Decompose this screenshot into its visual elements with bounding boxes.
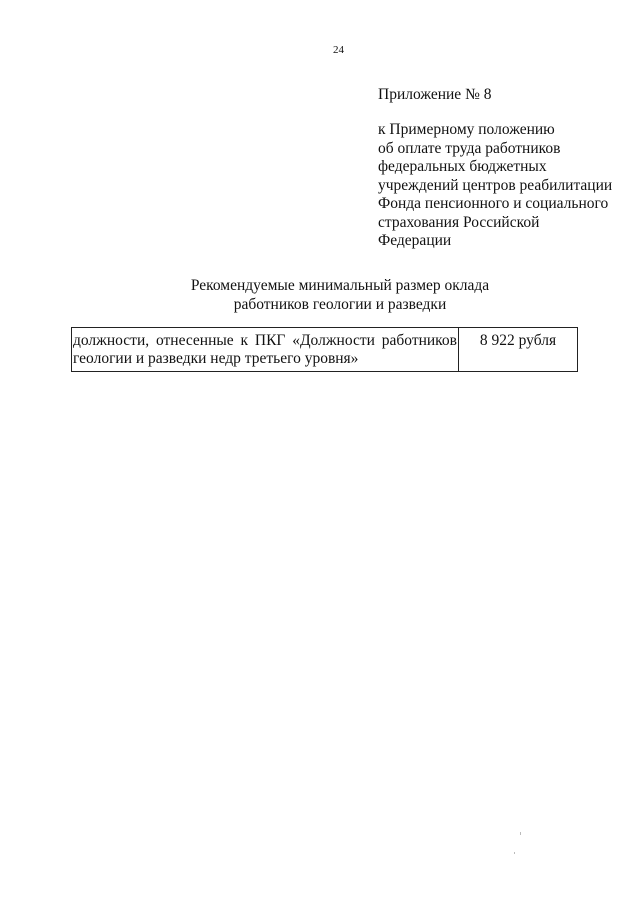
position-cell (72, 328, 459, 372)
appendix-reference-line: к Примерному положению (378, 121, 555, 138)
appendix-reference-line: Фонда пенсионного и социального (378, 195, 609, 212)
appendix-reference-line: Федерации (378, 232, 452, 249)
appendix-reference-line: федеральных бюджетных (378, 158, 547, 175)
position-line: должности, отнесенные к ПКГ «Должности работников (73, 332, 457, 349)
page-number: 24 (333, 44, 344, 56)
table-row (72, 328, 578, 372)
appendix-reference (378, 121, 612, 251)
scan-speck (520, 832, 521, 835)
scan-speck (514, 852, 515, 854)
heading-line: Рекомендуемые минимальный размер оклада (190, 277, 490, 294)
document-heading (60, 276, 620, 314)
appendix-reference-line: учреждений центров реабилитации (378, 176, 613, 194)
heading-line: работников геологии и разведки (233, 296, 447, 313)
appendix-title: Приложение № 8 (378, 86, 492, 103)
appendix-reference-line: об оплате труда работников (378, 139, 561, 157)
salary-cell: 8 922 рубля (459, 328, 578, 372)
position-line: геологии и разведки недр третьего уровня» (73, 350, 359, 367)
salary-table (71, 327, 578, 372)
appendix-reference-line: страхования Российской (378, 213, 540, 231)
